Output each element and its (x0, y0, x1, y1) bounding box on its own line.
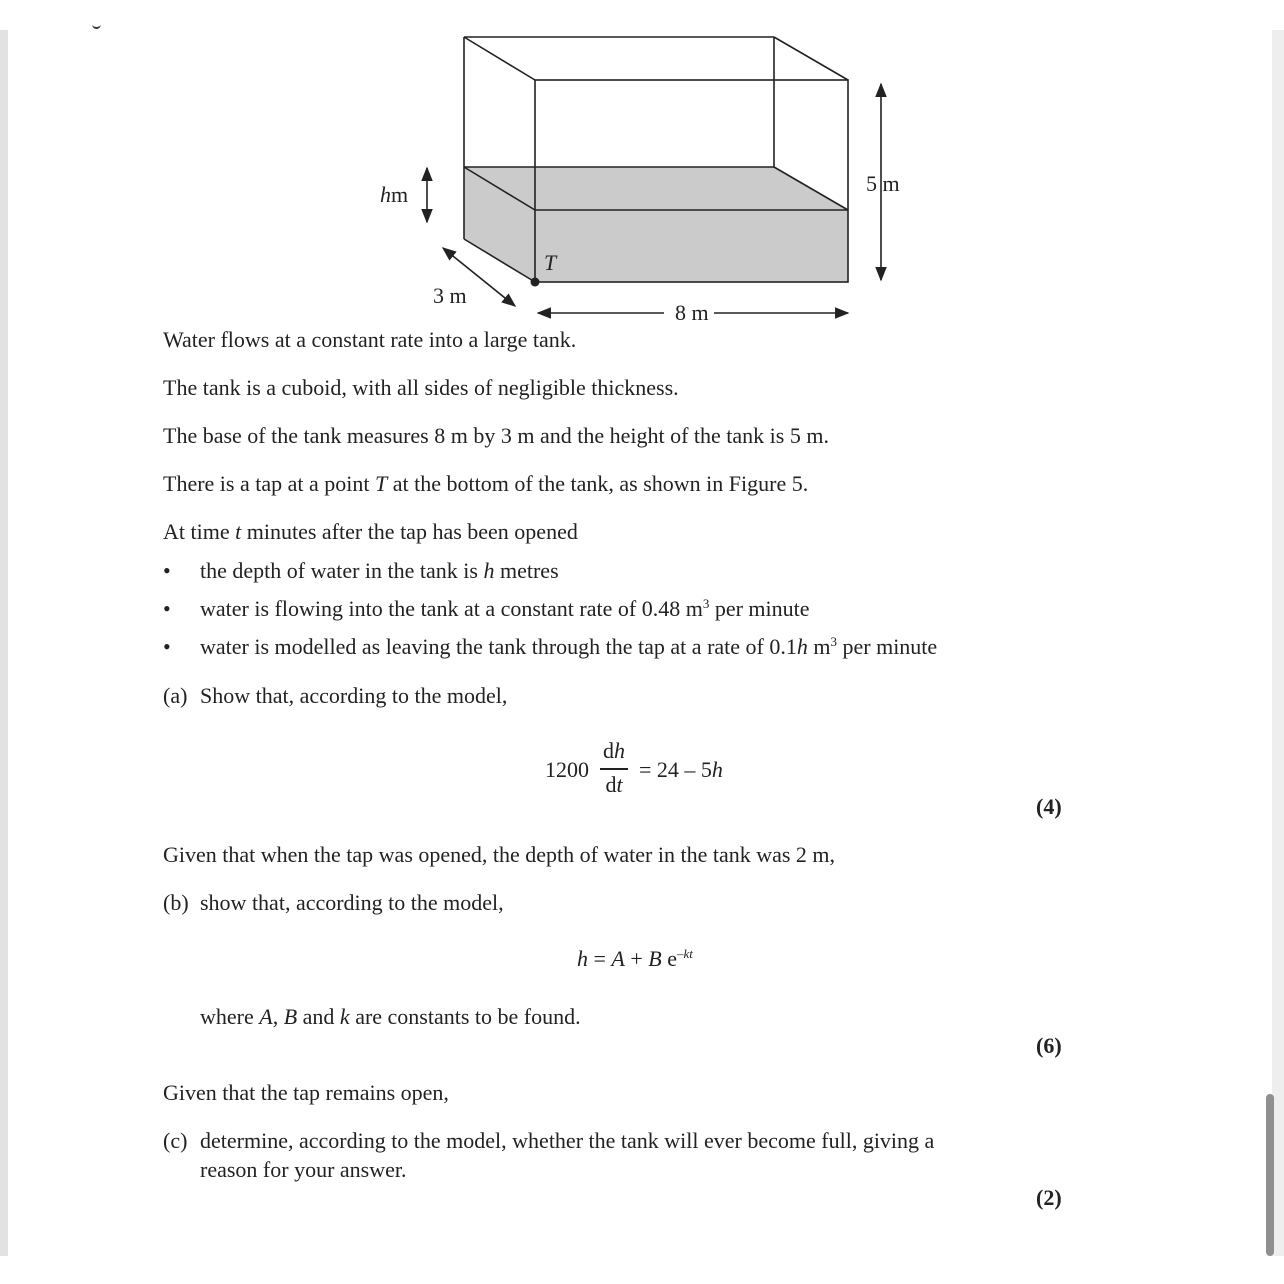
edge-top-right-depth (774, 37, 848, 80)
part-c-label: (c) (163, 1128, 188, 1153)
part-b-label: (b) (163, 890, 189, 915)
bullet-text-3: water is modelled as leaving the tank through the tap at a rate of 0.1h $m^3$ per minute (200, 634, 938, 659)
eq-a-rhs: = 24 – 5h (639, 757, 723, 782)
part-b-where: where A, B and k are constants to be found. (200, 1004, 581, 1029)
marks-b: (6) (1036, 1033, 1062, 1058)
part-a-label: (a) (163, 683, 188, 708)
tank-diagram (0, 0, 1284, 330)
bullet-text-1: the depth of water in the tank is h metres (200, 558, 559, 583)
eq-b: h = A + B $e^{-kt}$ (577, 946, 693, 971)
label-height-5m: 5 m (866, 171, 900, 196)
intro-line-5: At time t minutes after the tap has been opened (163, 519, 578, 544)
intro-line-1: Water flows at a constant rate into a large tank. (163, 327, 577, 352)
bullet-symbol-3: • (163, 634, 171, 659)
bullet-symbol-2: • (163, 596, 171, 621)
bullet-symbol-1: • (163, 558, 171, 583)
label-h-depth: hm (380, 182, 409, 207)
bullet-text-2: water is flowing into the tank at a constant rate of 0.48 $m^3$ per minute (200, 596, 810, 621)
scrollbar-thumb[interactable] (1266, 1094, 1274, 1256)
eq-a-coefficient: 1200 (545, 757, 589, 782)
tank-figure (0, 0, 1284, 330)
label-tap-T: T (544, 250, 557, 275)
label-depth-3m: 3 m (433, 283, 467, 308)
label-length-8m: 8 m (675, 300, 709, 325)
part-c-text-1: determine, according to the model, whether the tank will ever become full, giving a (200, 1128, 935, 1153)
marks-c: (2) (1036, 1185, 1062, 1210)
water-front-face (535, 210, 848, 282)
part-b-given: Given that when the tap was opened, the depth of water in the tank was 2 m, (163, 842, 836, 867)
intro-line-2: The tank is a cuboid, with all sides of negligible thickness. (163, 375, 679, 400)
part-b-text: show that, according to the model, (200, 890, 504, 915)
part-a-text: Show that, according to the model, (200, 683, 508, 708)
marks-a: (4) (1036, 794, 1062, 819)
eq-a-fraction-bar (600, 768, 628, 770)
intro-line-3: The base of the tank measures 8 m by 3 m and the height of the tank is 5 m. (163, 423, 829, 448)
eq-a-numerator: dh (603, 738, 625, 763)
part-c-text-2: reason for your answer. (200, 1157, 407, 1182)
intro-line-4: There is a tap at a point T at the bottom of the tank, as shown in Figure 5. (163, 471, 809, 496)
eq-a-denominator: dt (605, 772, 623, 797)
edge-top-left-depth (464, 37, 535, 80)
page-bottom-band (0, 1256, 1284, 1284)
part-c-given: Given that the tap remains open, (163, 1080, 449, 1105)
tap-point-T (531, 278, 540, 287)
